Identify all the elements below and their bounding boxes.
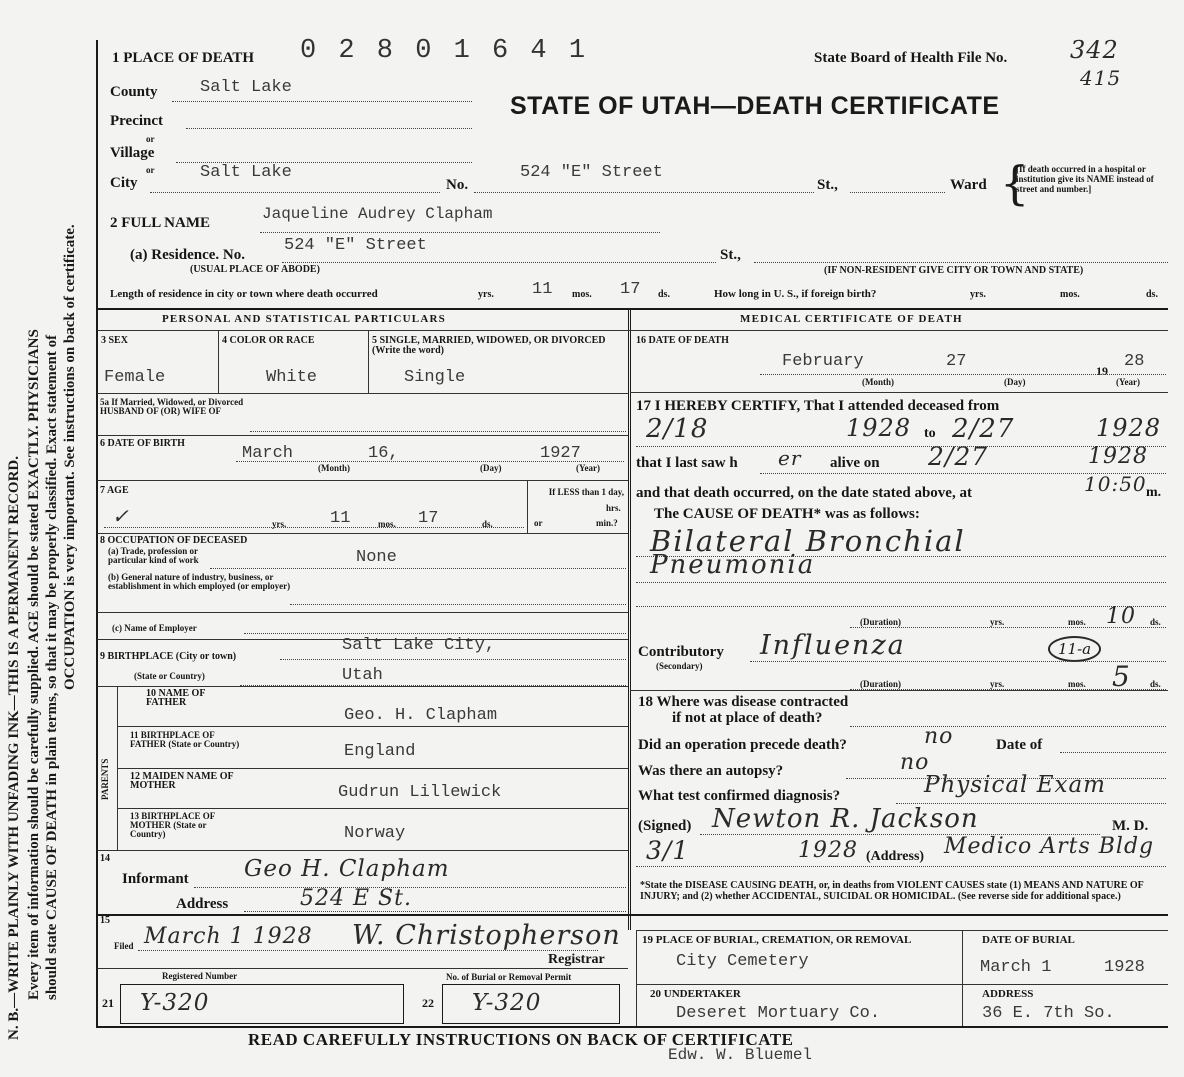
margin-note-line3: should state CAUSE OF DEATH in plain terms, so that it may be properly classified. Exact statement of <box>44 334 60 1000</box>
burial-year: 1928 <box>1104 958 1145 977</box>
center-divider <box>628 310 631 930</box>
registrar-label: Registrar <box>548 952 605 967</box>
dod-month: February <box>782 352 864 371</box>
dod-day: 27 <box>946 352 967 371</box>
item-14: 14 <box>100 853 110 864</box>
contributory-label: Contributory <box>638 644 724 660</box>
min-label: min.? <box>596 518 618 528</box>
hrs-label: hrs. <box>606 503 621 513</box>
filed-date: March 1 1928 <box>144 924 313 949</box>
mother-birthplace: Norway <box>344 824 406 843</box>
ward-note: [If death occurred in a hospital or institution give its NAME instead of street and number.] <box>1016 164 1154 194</box>
length-yrs-label: yrs. <box>478 289 494 300</box>
time-suffix: m. <box>1146 485 1162 500</box>
sex-value: Female <box>104 368 166 387</box>
dob-day: 16, <box>368 444 399 463</box>
last-saw-date: 2/27 <box>928 442 989 471</box>
personal-heading: PERSONAL AND STATISTICAL PARTICULARS <box>162 313 446 325</box>
occupation-a-label: (a) Trade, profession or particular kind of work <box>108 546 199 565</box>
or-1: or <box>146 134 155 144</box>
age-check: ✓ <box>112 504 130 528</box>
cause-yrs-label: yrs. <box>990 617 1005 627</box>
dod-year: 28 <box>1124 352 1145 371</box>
age-mos: 11 <box>330 509 351 528</box>
physician-signature: Newton R. Jackson <box>712 804 979 834</box>
filed-label: Filed <box>114 941 134 951</box>
sex-label: 3 SEX <box>101 335 128 346</box>
cause-line-1: Bilateral Bronchial <box>650 524 966 558</box>
file-no-2: 415 <box>1080 66 1122 90</box>
signed-year: 1928 <box>798 838 858 863</box>
residence-value: 524 "E" Street <box>284 236 427 255</box>
marital-label: 5 SINGLE, MARRIED, WIDOWED, OR DIVORCED (Write the word) <box>372 335 606 356</box>
color-value: White <box>266 368 318 387</box>
margin-note-line2: Every item of information should be carefully supplied. AGE should be stated EXACTLY. PHYSICIANS <box>26 329 42 1000</box>
birthplace-label: 9 BIRTHPLACE (City or town) <box>100 651 237 662</box>
dob-month: March <box>242 444 294 463</box>
margin-note-line1: N. B.—WRITE PLAINLY WITH UNFADING INK—THIS IS A PERMANENT RECORD. <box>6 456 22 1040</box>
place-of-death-label: 1 PLACE OF DEATH <box>112 50 255 66</box>
occurred-label: and that death occurred, on the date stated above, at <box>636 485 972 501</box>
contrib-duration-label: (Duration) <box>860 679 901 689</box>
operation-label: Did an operation precede death? <box>638 737 847 753</box>
contributory-code: 11-a <box>1048 636 1101 662</box>
cause-duration-label: (Duration) <box>860 617 901 627</box>
autopsy-value: no <box>900 750 930 775</box>
attended-from: 2/18 <box>646 414 709 444</box>
secondary-label: (Secondary) <box>656 661 703 671</box>
test-label: What test confirmed diagnosis? <box>638 788 841 804</box>
section-top-rule <box>97 308 1168 310</box>
date-of-death-label: 16 DATE OF DEATH <box>636 335 729 346</box>
md-address-label: (Address) <box>866 849 925 864</box>
burial-place: City Cemetery <box>676 952 809 971</box>
color-label: 4 COLOR OR RACE <box>222 335 315 346</box>
file-no: 342 <box>1070 36 1119 64</box>
dob-year-caption: (Year) <box>576 463 600 473</box>
registered-number: Y-320 <box>140 990 210 1016</box>
dob-day-caption: (Day) <box>480 463 502 473</box>
county-label: County <box>110 84 158 100</box>
full-name-label: 2 FULL NAME <box>110 215 211 231</box>
length-mos: 11 <box>532 280 553 299</box>
test-value: Physical Exam <box>924 772 1106 798</box>
undertaker-address-label: ADDRESS <box>982 988 1034 1000</box>
length-ds: 17 <box>620 280 641 299</box>
city-label: City <box>110 175 138 191</box>
md-address: Medico Arts Bldg <box>944 834 1155 859</box>
age-ds: 17 <box>418 509 439 528</box>
signed-date: 3/1 <box>646 836 690 865</box>
or-2: or <box>146 165 155 175</box>
age-mos-label: mos. <box>378 519 396 529</box>
length-label: Length of residence in city or town where death occurred <box>110 288 378 300</box>
length-ds-label: ds. <box>658 289 670 300</box>
marital-value: Single <box>404 368 466 387</box>
cause-ds-label: ds. <box>1150 617 1161 627</box>
age-yrs-label: yrs. <box>272 519 287 529</box>
last-saw-pronoun: er <box>778 446 802 470</box>
age-ds-label: ds. <box>482 519 493 529</box>
certificate-title: STATE OF UTAH—DEATH CERTIFICATE <box>510 92 1000 120</box>
date-of-label: Date of <box>996 737 1043 753</box>
last-saw-year: 1928 <box>1088 444 1148 469</box>
file-no-label: State Board of Health File No. <box>814 50 1008 66</box>
cause-line-2: Pneumonia <box>650 550 816 580</box>
residence-label: (a) Residence. No. <box>130 247 245 263</box>
employer-label: (c) Name of Employer <box>112 623 197 633</box>
ward-label: Ward <box>950 177 987 193</box>
contrib-mos-label: mos. <box>1068 679 1086 689</box>
county-value: Salt Lake <box>200 78 292 97</box>
us-mos-label: mos. <box>1060 289 1080 300</box>
spouse-label: 5a If Married, Widowed, or Divorced HUSBAND OF (OR) WIFE OF <box>100 397 244 416</box>
cause-footnote: *State the DISEASE CAUSING DEATH, or, in deaths from VIOLENT CAUSES state (1) MEANS AND NATURE OF INJURY; and (2) whether ACCIDENTAL, SUICIDAL OR HOMICIDAL. (See reverse side for additional space.) <box>640 880 1144 902</box>
father-birthplace-label: 11 BIRTHPLACE OF FATHER (State or Country) <box>130 730 240 749</box>
nonresident-label: (IF NON-RESIDENT GIVE CITY OR TOWN AND STATE) <box>824 265 1084 276</box>
mother-label: 12 MAIDEN NAME OF MOTHER <box>130 771 234 791</box>
to-label: to <box>924 426 936 441</box>
occupation-value: None <box>356 548 397 567</box>
item-22: 22 <box>422 996 434 1010</box>
city-value: Salt Lake <box>200 163 292 182</box>
last-saw-label: that I last saw h <box>636 455 738 471</box>
usual-abode-label: (USUAL PLACE OF ABODE) <box>190 264 320 275</box>
st-label: St., <box>817 177 838 193</box>
undertaker-label: 20 UNDERTAKER <box>650 988 741 1000</box>
undertaker-value: Deseret Mortuary Co. <box>676 1004 881 1023</box>
contributory-value: Influenza <box>760 630 906 661</box>
or-label: or <box>534 518 543 528</box>
certify-label: 17 I HEREBY CERTIFY, That I attended deceased from <box>636 398 1000 414</box>
operation-value: no <box>924 724 954 749</box>
occupation-b-label: (b) General nature of industry, business, or establishment in which employed (or employer) <box>108 572 291 591</box>
father-label: 10 NAME OF FATHER <box>146 688 206 708</box>
burial-permit-label: No. of Burial or Removal Permit <box>446 972 572 982</box>
dob-label: 6 DATE OF BIRTH <box>100 438 185 449</box>
informant-signature: Geo H. Clapham <box>244 856 450 882</box>
precinct-label: Precinct <box>110 113 164 129</box>
birthplace-city: Salt Lake City, <box>342 636 496 655</box>
burial-place-label: 19 PLACE OF BURIAL, CREMATION, OR REMOVAL <box>642 934 912 946</box>
parents-label: PARENTS <box>100 758 110 800</box>
village-label: Village <box>110 145 155 161</box>
occupation-label: 8 OCCUPATION OF DECEASED <box>100 535 248 546</box>
father-birthplace: England <box>344 742 416 761</box>
street-value: 524 "E" Street <box>520 163 663 182</box>
birthplace-state-label: (State or Country) <box>134 671 205 681</box>
father-value: Geo. H. Clapham <box>344 706 498 725</box>
undertaker-address: 36 E. 7th So. <box>982 1004 1115 1023</box>
dod-month-caption: (Month) <box>862 377 894 387</box>
burial-date-label: DATE OF BURIAL <box>982 934 1075 946</box>
autopsy-label: Was there an autopsy? <box>638 763 784 779</box>
contrib-yrs-label: yrs. <box>990 679 1005 689</box>
q18-sub: if not at place of death? <box>672 710 823 726</box>
us-yrs-label: yrs. <box>970 289 986 300</box>
cause-label: The CAUSE OF DEATH* was as follows: <box>654 506 920 522</box>
registered-number-label: Registered Number <box>162 971 238 981</box>
dod-year-caption: (Year) <box>1116 377 1140 387</box>
attended-to-year: 1928 <box>1096 414 1162 442</box>
attended-to: 2/27 <box>952 414 1015 444</box>
dob-year: 1927 <box>540 444 581 463</box>
birthplace-state: Utah <box>342 666 383 685</box>
instructions-footer: READ CAREFULLY INSTRUCTIONS ON BACK OF CERTIFICATE <box>248 1030 794 1049</box>
attended-from-year: 1928 <box>846 414 912 442</box>
item-21: 21 <box>102 996 114 1010</box>
alive-on-label: alive on <box>830 455 880 471</box>
medical-heading: MEDICAL CERTIFICATE OF DEATH <box>740 313 963 325</box>
no-label: No. <box>446 177 469 193</box>
margin-note-line4: OCCUPATION is very important. See instructions on back of certificate. <box>62 224 78 690</box>
dob-month-caption: (Month) <box>318 463 350 473</box>
dod-day-caption: (Day) <box>1004 377 1026 387</box>
time-of-death: 10:50 <box>1084 472 1147 496</box>
registrar-signature: W. Christopherson <box>352 920 621 951</box>
mother-birthplace-label: 13 BIRTHPLACE OF MOTHER (State or Country) <box>130 811 215 839</box>
item-15: 15 <box>100 915 110 926</box>
full-name-value: Jaqueline Audrey Clapham <box>262 205 493 223</box>
signed-label: (Signed) <box>638 818 692 834</box>
cause-days: 10 <box>1106 604 1136 629</box>
informant-address: 524 E St. <box>300 886 412 911</box>
cause-mos-label: mos. <box>1068 617 1086 627</box>
residence-st-label: St., <box>720 247 741 263</box>
ward-brace: { <box>1000 156 1030 210</box>
us-label: How long in U. S., if foreign birth? <box>714 288 877 300</box>
us-ds-label: ds. <box>1146 289 1158 300</box>
dod-year-prefix: 19 <box>1096 364 1108 378</box>
clerk-stamp: Edw. W. Bluemel <box>668 1046 813 1064</box>
mother-value: Gudrun Lillewick <box>338 783 502 802</box>
certificate-number: 0 2 8 0 1 6 4 1 <box>300 36 589 66</box>
age-label: 7 AGE <box>100 485 129 496</box>
informant-address-label: Address <box>176 896 229 912</box>
burial-date: March 1 <box>980 958 1052 977</box>
contrib-days: 5 <box>1112 660 1131 693</box>
contrib-ds-label: ds. <box>1150 679 1161 689</box>
length-mos-label: mos. <box>572 289 592 300</box>
informant-label: Informant <box>122 871 189 887</box>
md-label: M. D. <box>1112 818 1149 834</box>
q18-label: 18 Where was disease contracted <box>638 694 849 710</box>
less-than-label: If LESS than 1 day, <box>548 487 624 497</box>
burial-permit-number: Y-320 <box>472 990 542 1016</box>
